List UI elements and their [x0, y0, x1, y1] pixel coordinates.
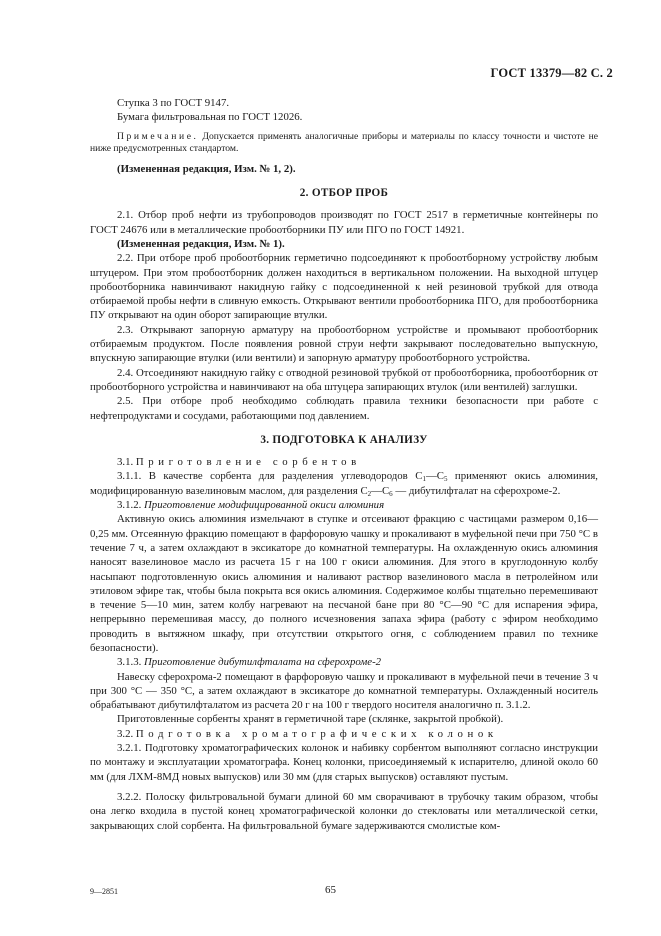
line-bumaga: Бумага фильтровальная по ГОСТ 12026. [117, 111, 303, 124]
subsection-3-1-3-number: 3.1.3. [117, 656, 144, 669]
para-3-2-1: 3.2.1. Подготовку хроматографических колонок и набивку сорбентом выполняют согласно инструкции по монтажу и эксплуатации хроматографа. Конец колонки, присоединяемый к испарителю, длиной около 60 мм (для ЛХМ-8МД новых выпусков) или 30 мм (для старых выпусков) оставляют пустым. [90, 742, 598, 783]
subsection-3-1-2-title: Приготовление модифицированной окиси алюминия [144, 499, 385, 512]
subsection-3-2-number: 3.2. [117, 727, 136, 740]
print-code: 9—2851 [90, 887, 118, 896]
subsection-3-1-title: Приготовление сорбентов [135, 456, 361, 469]
para-sorbent-storage: Приготовленные сорбенты хранят в герметичной таре (склянке, закрытой пробкой). [117, 713, 504, 726]
para-2-5: 2.5. При отборе проб необходимо соблюдать правила техники безопасности при работе с нефтепродуктами и сосудами, работающими под давлением. [90, 395, 598, 422]
para-3-1-1 [90, 469, 598, 498]
para-3-2-2: 3.2.2. Полоску фильтровальной бумаги длиной 60 мм сворачивают в трубочку таким образом, чтобы она легко входила в пустой конец хроматографической колонки до стекловаты или металлической сетки, закрывающих слой сорбента. На фильтровальной бумаге задерживаются смолистые ком- [90, 790, 598, 832]
subsection-3-1-number: 3.1. [117, 456, 136, 469]
revision-note-1: (Измененная редакция, Изм. № 1). [117, 237, 285, 250]
para-2-3: 2.3. Открывают запорную арматуру на пробоотборном устройстве и промывают пробоотборник отбираемым продуктом. После появления ровной струи нефти закрывают последовательно выпускную, впускную запирающие втулки (или вентили) и запорную арматуру пробоотборного устройства. [90, 323, 598, 365]
subscript-1: 1 [422, 475, 426, 484]
note-text: Допускается применять аналогичные приборы и материалы по классу точности и чистоте не ниже предусмотренных стандартом. [90, 130, 598, 155]
page-body [90, 96, 598, 833]
para-2-2: 2.2. При отборе проб пробоотборник герметично подсоединяют к пробоотборному устройству любым штуцером. При этом пробоотборник должен находиться в вертикальном положении. На выходной штуцер пробоотборника навинчивают накидную гайку с подсоединенной к ней резиновой трубкой для отвода отбираемой пробы нефти в сливную емкость. Открывают вентили пробоотборника ПГО, для пробоотборника ПУ открывают на один оборот запирающие втулки. [90, 252, 598, 322]
para-3-1-2: Активную окись алюминия измельчают в ступке и отсеивают фракцию с частицами размером 0,16—0,25 мм. Отсеянную фракцию помещают в фарфоровую чашку и прокаливают в муфельной печи при 750 °С в течение 7 ч, а затем охлаждают в эксикаторе до комнатной температуры. На охлажденную окись алюминия наносят вазелиновое масло из расчета 15 г на 100 г окиси алюминия. Для этого в круглодонную колбу насыпают подготовленную окись алюминия и наливают раствор вазелинового масла в петролейном или этиловом эфире так, чтобы была покрыта вся окись алюминия. Содержимое колбы тщательно перемешивают в течение 5—10 мин, затем колбу нагревают на песчаной бане при 80 °С—90 °С для испарения эфира, непрерывно перемешивая массу, до полного исчезновения запаха эфира (работу с эфиром необходимо проводить в вытяжном шкафу, при отсутствии открытого огня, с соблюдением правил по технике безопасности). [90, 513, 598, 654]
subscript-5: 5 [443, 475, 448, 484]
subsection-3-1-2-heading [90, 498, 598, 512]
note-label: Примечание. [117, 130, 199, 142]
para-3-1-1-part-c: — дибутилфталат на сферохроме-2. [392, 484, 561, 497]
subscript-2: 2 [367, 489, 372, 498]
para-3-1-1-dash-1: —С [425, 470, 444, 483]
note [90, 131, 598, 156]
para-3-1-1-part-b: применяют окись алюминия, модифицированную вазелиновым маслом, для разделения С [90, 470, 599, 497]
running-header: ГОСТ 13379—82 С. 2 [490, 66, 613, 80]
subsection-3-2-title: Подготовка хроматографических колонок [135, 727, 498, 740]
section-3-title: 3. ПОДГОТОВКА К АНАЛИЗУ [260, 433, 428, 446]
subsection-3-1-heading [90, 455, 598, 469]
line-stupka: Ступка 3 по ГОСТ 9147. [117, 97, 230, 109]
para-3-1-1-dash-2: —С [371, 484, 390, 497]
para-2-4: 2.4. Отсоединяют накидную гайку с отводной резиновой трубкой от пробоотборника, пробоотборник от пробоотборного устройства и навинчивают на оба штуцера запирающих втулок (или вентилей) заглушки. [90, 366, 598, 393]
revision-note-1-2: (Измененная редакция, Изм. № 1, 2). [117, 162, 296, 175]
para-3-1-1-part-a: 3.1.1. В качестве сорбента для разделения углеводородов С [117, 470, 423, 483]
para-3-1-3: Навеску сферохрома-2 помещают в фарфоровую чашку и прокаливают в муфельной печи в течение 3 ч при 300 °С — 350 °С, а затем охлаждают в эксикаторе до комнатной температуры. Охлажденный носитель обрабатывают дибутилфталатом из расчета 20 г на 100 г твердого носителя аналогично п. 3.1.2. [90, 670, 598, 712]
subsection-3-2-heading [90, 727, 598, 741]
section-2-title: 2. ОТБОР ПРОБ [299, 187, 389, 200]
para-2-1: 2.1. Отбор проб нефти из трубопроводов производят по ГОСТ 2517 в герметичные контейнеры по ГОСТ 24676 или в металлические пробоотборники ПУ или ПГО по ГОСТ 14921. [90, 209, 598, 236]
subscript-6: 6 [389, 489, 393, 498]
subsection-3-1-3-title: Приготовление дибутилфталата на сферохроме-2 [144, 656, 382, 669]
subsection-3-1-3-heading [90, 655, 598, 669]
page-number: 65 [325, 884, 336, 896]
subsection-3-1-2-number: 3.1.2. [117, 499, 144, 512]
